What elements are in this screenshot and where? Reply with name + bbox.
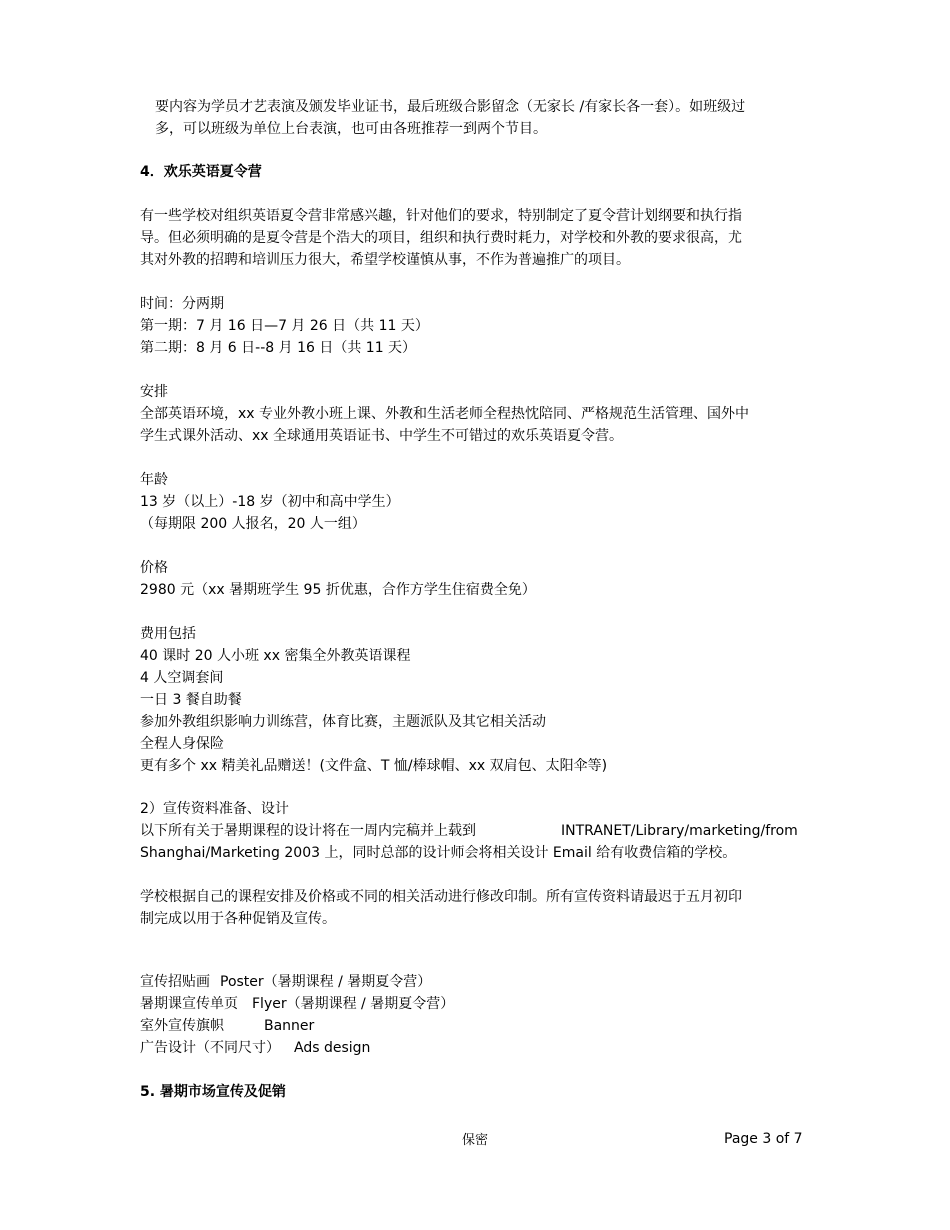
time-line: 第一期：7 月 16 日—7 月 26 日（共 11 天） [140, 318, 429, 334]
price-line: 2980 元（xx 暑期班学生 95 折优惠，合作方学生住宿费全免） [140, 582, 536, 598]
paragraph-line: 学校根据自己的课程安排及价格或不同的相关活动进行修改印制。所有宣传资料请最迟于五月初印 [140, 889, 742, 905]
paragraph-line: 以下所有关于暑期课程的设计将在一周内完稿并上载到 [140, 823, 476, 839]
path-text: INTRANET/Library/marketing/from [561, 823, 798, 839]
arrangement-label: 安排 [140, 384, 168, 400]
intro-line: 要内容为学员才艺表演及颁发毕业证书，最后班级合影留念（无家长 /有家长各一套）。如班级过 [155, 99, 746, 115]
arrangement-line: 学生式课外活动、xx 全球通用英语证书、中学生不可错过的欢乐英语夏令营。 [140, 428, 624, 444]
fees-label: 费用包括 [140, 626, 196, 642]
subsection-heading: 2）宣传资料准备、设计 [140, 801, 289, 817]
fees-item: 更有多个 xx 精美礼品赠送！(文件盒、T 恤/棒球帽、xx 双肩包、太阳伞等) [140, 758, 608, 774]
material-cn: 宣传招贴画 [140, 974, 210, 990]
age-line: （每期限 200 人报名，20 人一组） [140, 516, 366, 532]
material-en: Flyer（暑期课程 / 暑期夏令营） [252, 996, 455, 1012]
material-en: Ads design [294, 1040, 371, 1056]
fees-item: 一日 3 餐自助餐 [140, 692, 242, 708]
section-heading: 5. 暑期市场宣传及促销 [140, 1084, 286, 1100]
paragraph-line: 导。但必须明确的是夏令营是个浩大的项目，组织和执行费时耗力，对学校和外教的要求很高，尤 [140, 230, 742, 246]
arrangement-line: 全部英语环境，xx 专业外教小班上课、外教和生活老师全程热忱陪同、严格规范生活管理、国外中 [140, 406, 750, 422]
footer-page-number: Page 3 of 7 [724, 1131, 803, 1147]
material-item [140, 1017, 315, 1035]
material-cn: 暑期课宣传单页 [140, 996, 238, 1012]
time-label: 时间：分两期 [140, 296, 224, 312]
fees-item: 40 课时 20 人小班 xx 密集全外教英语课程 [140, 648, 411, 664]
section-heading: 4．欢乐英语夏令营 [140, 164, 262, 180]
fees-item: 全程人身保险 [140, 736, 224, 752]
material-cn: 广告设计（不同尺寸） [140, 1040, 280, 1056]
age-line: 13 岁（以上）-18 岁（初中和高中学生） [140, 494, 400, 510]
fees-item: 4 人空调套间 [140, 670, 224, 686]
paragraph-line: 其对外教的招聘和培训压力很大，希望学校谨慎从事，不作为普遍推广的项目。 [140, 252, 630, 268]
material-en: Banner [264, 1018, 315, 1034]
material-item [140, 995, 454, 1013]
material-cn: 室外宣传旗帜 [140, 1018, 224, 1034]
age-label: 年龄 [140, 472, 168, 488]
material-en: Poster（暑期课程 / 暑期夏令营） [220, 974, 432, 990]
footer-confidential: 保密 [462, 1133, 489, 1148]
paragraph-line: 制完成以用于各种促销及宣传。 [140, 911, 336, 927]
paragraph-line: 有一些学校对组织英语夏令营非常感兴趣，针对他们的要求，特别制定了夏令营计划纲要和执行指 [140, 208, 742, 224]
fees-item: 参加外教组织影响力训练营，体育比赛，主题派队及其它相关活动 [140, 714, 546, 730]
time-line: 第二期：8 月 6 日--8 月 16 日（共 11 天） [140, 340, 417, 356]
price-label: 价格 [140, 560, 168, 576]
paragraph-line: Shanghai/Marketing 2003 上，同时总部的设计师会将相关设计 Email 给有收费信箱的学校。 [140, 845, 737, 861]
intro-line: 多，可以班级为单位上台表演，也可由各班推荐一到两个节目。 [155, 121, 547, 137]
material-item [140, 1039, 370, 1057]
material-item [140, 973, 431, 991]
